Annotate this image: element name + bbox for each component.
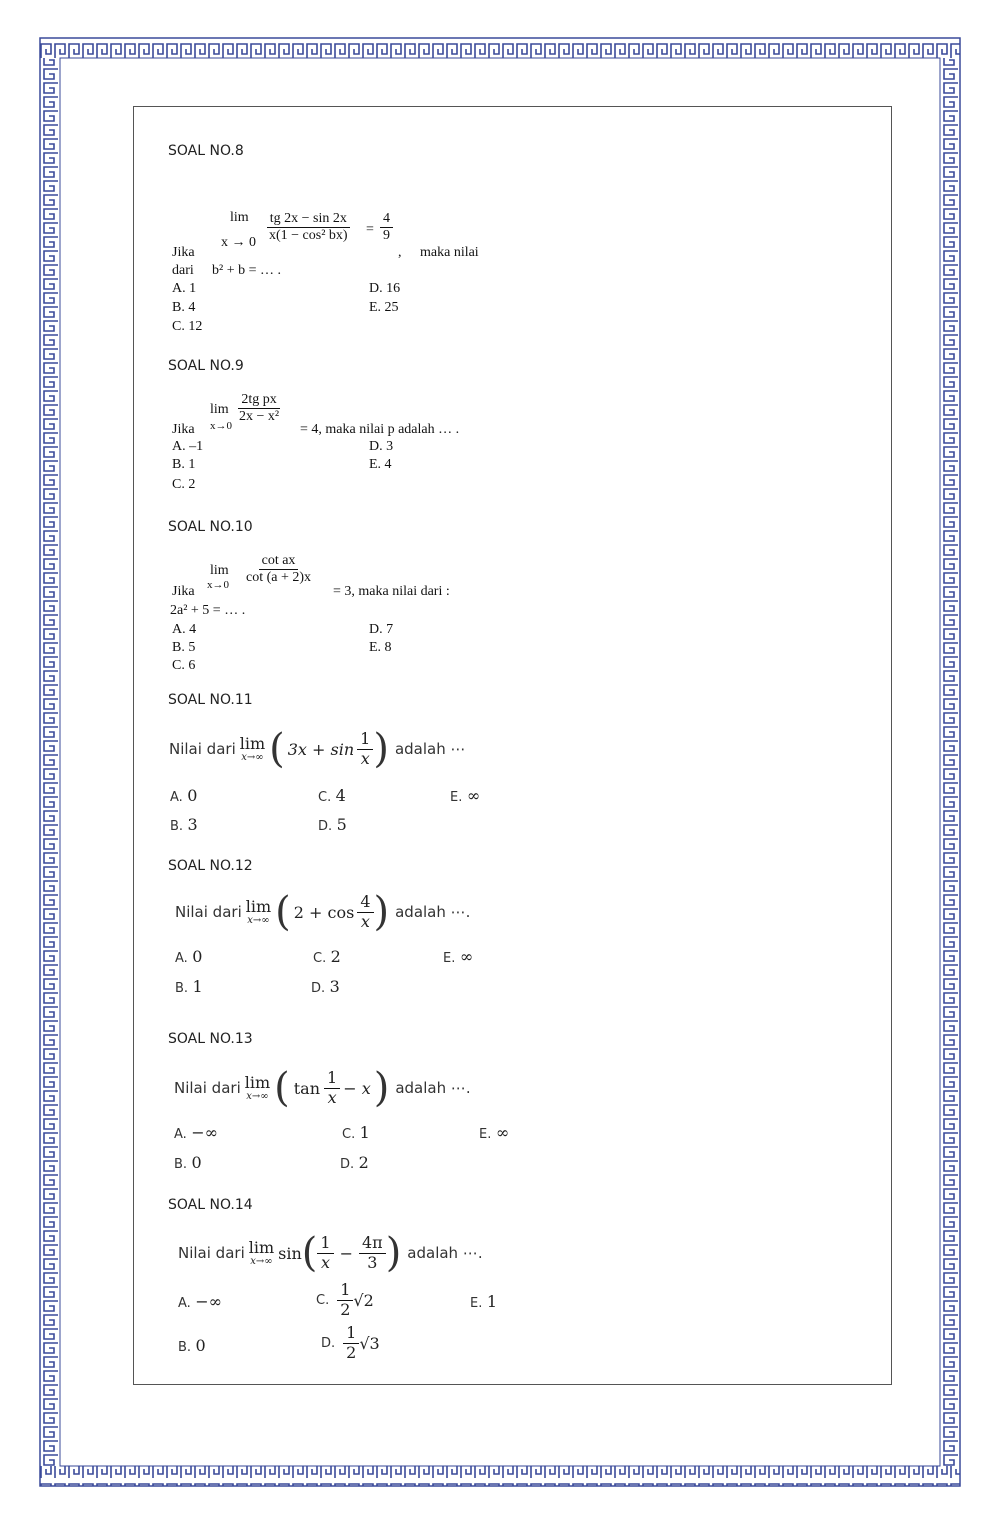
q14-fraction-2 <box>359 1234 386 1272</box>
q12-option-e-value: ∞ <box>459 947 474 966</box>
q12-option-e-label: E. <box>443 951 456 966</box>
q9-option-c[interactable]: C. 2 <box>172 477 196 492</box>
q8-rhs-num: 4 <box>380 211 393 228</box>
q10-lim: lim <box>210 563 229 578</box>
q14-option-c[interactable] <box>316 1277 374 1323</box>
q8-expression: b² + b = … . <box>212 263 281 278</box>
q8-dari: dari <box>172 263 194 278</box>
q10-option-e[interactable]: E. 8 <box>369 640 392 655</box>
q13-right-paren: ) <box>373 1065 390 1111</box>
q8-option-b[interactable]: B. 4 <box>172 300 196 315</box>
q13-option-b-label: B. <box>174 1157 188 1172</box>
q14-right-paren: ) <box>385 1230 402 1276</box>
q12-option-d-label: D. <box>311 981 326 996</box>
q9-option-b[interactable]: B. 1 <box>172 457 196 472</box>
q14-lim: lim <box>248 1237 275 1257</box>
q13-option-a-value: −∞ <box>191 1123 218 1142</box>
question-12-title: SOAL NO.12 <box>168 858 253 874</box>
q11-option-e-value: ∞ <box>466 786 481 805</box>
q11-fraction <box>357 730 373 768</box>
q12-option-a-value: 0 <box>192 947 203 966</box>
q8-option-e[interactable]: E. 25 <box>369 300 399 315</box>
q14-sin: sin <box>278 1243 302 1263</box>
q10-option-a[interactable]: A. 4 <box>172 622 197 637</box>
q14-option-c-den: 2 <box>340 1299 351 1319</box>
q13-option-c[interactable] <box>342 1123 370 1143</box>
q12-question <box>175 885 470 939</box>
q13-question <box>174 1061 471 1115</box>
q8-option-d[interactable]: D. 16 <box>369 281 401 296</box>
q12-limit <box>245 896 272 926</box>
q14-fraction-1 <box>317 1234 333 1272</box>
q12-fraction <box>357 893 373 931</box>
q13-lim: lim <box>244 1072 271 1092</box>
question-8-title: SOAL NO.8 <box>168 143 244 159</box>
q13-option-e[interactable] <box>479 1123 509 1143</box>
q12-option-c-label: C. <box>313 951 327 966</box>
q11-option-c[interactable] <box>318 786 346 806</box>
q10-denominator: cot (a + 2)x <box>246 570 312 586</box>
q14-option-b-label: B. <box>178 1340 192 1355</box>
q13-left-paren: ( <box>274 1065 290 1111</box>
q11-option-b-label: B. <box>170 819 184 834</box>
q12-option-b-value: 1 <box>192 977 203 996</box>
q11-lim: lim <box>239 733 266 753</box>
q14-option-e-label: E. <box>470 1296 483 1311</box>
q13-lim-sub: x→∞ <box>246 1090 269 1102</box>
q11-limit <box>239 733 266 763</box>
q11-option-d[interactable] <box>318 815 347 835</box>
q14-f1-den: x <box>320 1252 330 1272</box>
q12-frac-num: 4 <box>357 893 373 912</box>
q12-option-b[interactable] <box>175 977 203 997</box>
question-9-title: SOAL NO.9 <box>168 358 244 374</box>
q12-option-c[interactable] <box>313 947 341 967</box>
q14-option-b-value: 0 <box>195 1336 206 1355</box>
question-11-title: SOAL NO.11 <box>168 692 253 708</box>
q10-tail: = 3, maka nilai dari : <box>333 584 450 599</box>
q13-fraction <box>324 1069 340 1107</box>
q12-option-a[interactable] <box>175 947 202 967</box>
q11-option-e-label: E. <box>450 790 463 805</box>
question-13-title: SOAL NO.13 <box>168 1031 253 1047</box>
q14-option-a-label: A. <box>178 1296 191 1311</box>
q14-minus: − <box>339 1243 353 1263</box>
q13-frac-num: 1 <box>324 1069 340 1088</box>
q8-jika: Jika <box>172 245 195 260</box>
q13-option-b-value: 0 <box>191 1153 202 1172</box>
q10-jika: Jika <box>172 584 195 599</box>
q14-f2-num: 4π <box>359 1234 386 1253</box>
q12-option-a-label: A. <box>175 951 188 966</box>
q14-option-e-value: 1 <box>486 1292 497 1311</box>
q9-lim-sub: x→0 <box>210 420 232 432</box>
q13-limit <box>244 1072 271 1102</box>
q13-option-d[interactable] <box>340 1153 369 1173</box>
q12-option-d[interactable] <box>311 977 340 997</box>
q10-option-b[interactable]: B. 5 <box>172 640 196 655</box>
q12-inner-left: 2 + cos <box>293 902 355 922</box>
q13-option-c-label: C. <box>342 1127 356 1142</box>
q8-rhs <box>380 211 393 244</box>
q9-jika: Jika <box>172 422 195 437</box>
q9-tail: = 4, maka nilai p adalah … . <box>300 422 460 437</box>
q8-maka: maka nilai <box>420 245 479 260</box>
q11-frac-num: 1 <box>357 730 373 749</box>
q8-rhs-den: 9 <box>383 228 390 244</box>
q11-right-paren: ) <box>373 726 389 772</box>
q11-suffix: adalah ⋯ <box>394 740 466 758</box>
q11-left-paren: ( <box>269 726 285 772</box>
q12-suffix: adalah ⋯. <box>395 903 471 921</box>
q11-option-a-value: 0 <box>187 786 198 805</box>
q12-option-e[interactable] <box>443 947 473 967</box>
q10-fraction <box>243 553 314 586</box>
q14-suffix: adalah ⋯. <box>407 1244 483 1262</box>
q12-lim: lim <box>245 896 272 916</box>
q14-option-e[interactable] <box>470 1292 497 1312</box>
q13-prefix: Nilai dari <box>174 1079 241 1097</box>
q13-option-d-value: 2 <box>358 1153 369 1172</box>
q12-frac-den: x <box>360 911 370 931</box>
q12-option-b-label: B. <box>175 981 189 996</box>
q14-option-a[interactable] <box>178 1292 222 1312</box>
q11-option-c-value: 4 <box>335 786 346 805</box>
q11-option-c-label: C. <box>318 790 332 805</box>
q14-option-d-label: D. <box>321 1335 336 1351</box>
q13-option-a[interactable] <box>174 1123 218 1143</box>
q14-question <box>178 1225 483 1281</box>
q11-question <box>169 722 466 776</box>
q8-equals: = <box>366 222 374 237</box>
q13-option-e-label: E. <box>479 1127 492 1142</box>
q8-fraction <box>266 211 351 244</box>
question-10-title: SOAL NO.10 <box>168 519 253 535</box>
q14-option-c-fraction <box>337 1281 353 1319</box>
q9-option-a[interactable]: A. –1 <box>172 439 204 454</box>
q11-inner-left: 3x + sin <box>287 739 355 759</box>
q9-fraction <box>236 392 282 425</box>
q9-option-d[interactable]: D. 3 <box>369 439 394 454</box>
q14-left-paren: ( <box>301 1230 318 1276</box>
q8-option-a[interactable]: A. 1 <box>172 281 197 296</box>
q14-limit <box>248 1237 275 1267</box>
q8-lim: lim <box>230 210 249 225</box>
q11-option-b[interactable] <box>170 815 198 835</box>
q13-option-e-value: ∞ <box>495 1123 510 1142</box>
q9-numerator: 2tg px <box>238 392 279 409</box>
q12-option-c-value: 2 <box>330 947 341 966</box>
q13-suffix: adalah ⋯. <box>395 1079 471 1097</box>
q14-option-b[interactable] <box>178 1336 206 1356</box>
q13-option-c-value: 1 <box>359 1123 370 1142</box>
q12-left-paren: ( <box>275 889 291 935</box>
q9-lim: lim <box>210 402 229 417</box>
q11-option-a[interactable] <box>170 786 197 806</box>
q11-frac-den: x <box>360 748 370 768</box>
q8-lim-sub: x → 0 <box>221 235 256 250</box>
q14-option-d-root: √3 <box>359 1333 380 1353</box>
q12-lim-sub: x→∞ <box>247 914 270 926</box>
q14-option-c-root: √2 <box>353 1290 374 1310</box>
q14-option-d-den: 2 <box>346 1342 357 1362</box>
q13-frac-den: x <box>327 1087 337 1107</box>
q8-numerator: tg 2x − sin 2x <box>267 211 350 228</box>
q14-f1-num: 1 <box>317 1234 333 1253</box>
q14-prefix: Nilai dari <box>178 1244 245 1262</box>
q10-numerator: cot ax <box>259 553 299 570</box>
q13-option-b[interactable] <box>174 1153 202 1173</box>
question-14-title: SOAL NO.14 <box>168 1197 253 1213</box>
q11-lim-sub: x→∞ <box>241 751 264 763</box>
q13-option-d-label: D. <box>340 1157 355 1172</box>
q14-option-d-fraction <box>343 1324 359 1362</box>
q10-option-c[interactable]: C. 6 <box>172 658 196 673</box>
q10-option-d[interactable]: D. 7 <box>369 622 394 637</box>
q8-comma: , <box>398 245 402 260</box>
q11-option-d-label: D. <box>318 819 333 834</box>
q11-option-e[interactable] <box>450 786 480 806</box>
q8-denominator: x(1 − cos² bx) <box>269 228 348 244</box>
q14-option-a-value: −∞ <box>195 1292 222 1311</box>
q8-option-c[interactable]: C. 12 <box>172 319 203 334</box>
q10-expression: 2a² + 5 = … . <box>170 603 246 618</box>
q9-option-e[interactable]: E. 4 <box>369 457 392 472</box>
q14-option-c-num: 1 <box>337 1281 353 1300</box>
q9-denominator: 2x − x² <box>239 409 280 425</box>
q11-option-d-value: 5 <box>336 815 347 834</box>
q13-inner-right: − x <box>343 1078 371 1098</box>
q14-f2-den: 3 <box>367 1252 378 1272</box>
q13-option-a-label: A. <box>174 1127 187 1142</box>
q12-right-paren: ) <box>373 889 390 935</box>
q11-prefix: Nilai dari <box>169 740 236 758</box>
q14-option-d-num: 1 <box>343 1324 359 1343</box>
q13-inner-left: tan <box>293 1078 321 1098</box>
q14-option-c-label: C. <box>316 1292 330 1308</box>
q12-option-d-value: 3 <box>329 977 340 996</box>
q10-lim-sub: x→0 <box>207 579 229 591</box>
q11-option-a-label: A. <box>170 790 183 805</box>
q14-lim-sub: x→∞ <box>250 1255 273 1267</box>
q11-option-b-value: 3 <box>187 815 198 834</box>
q12-prefix: Nilai dari <box>175 903 242 921</box>
q14-option-d[interactable] <box>321 1320 380 1366</box>
